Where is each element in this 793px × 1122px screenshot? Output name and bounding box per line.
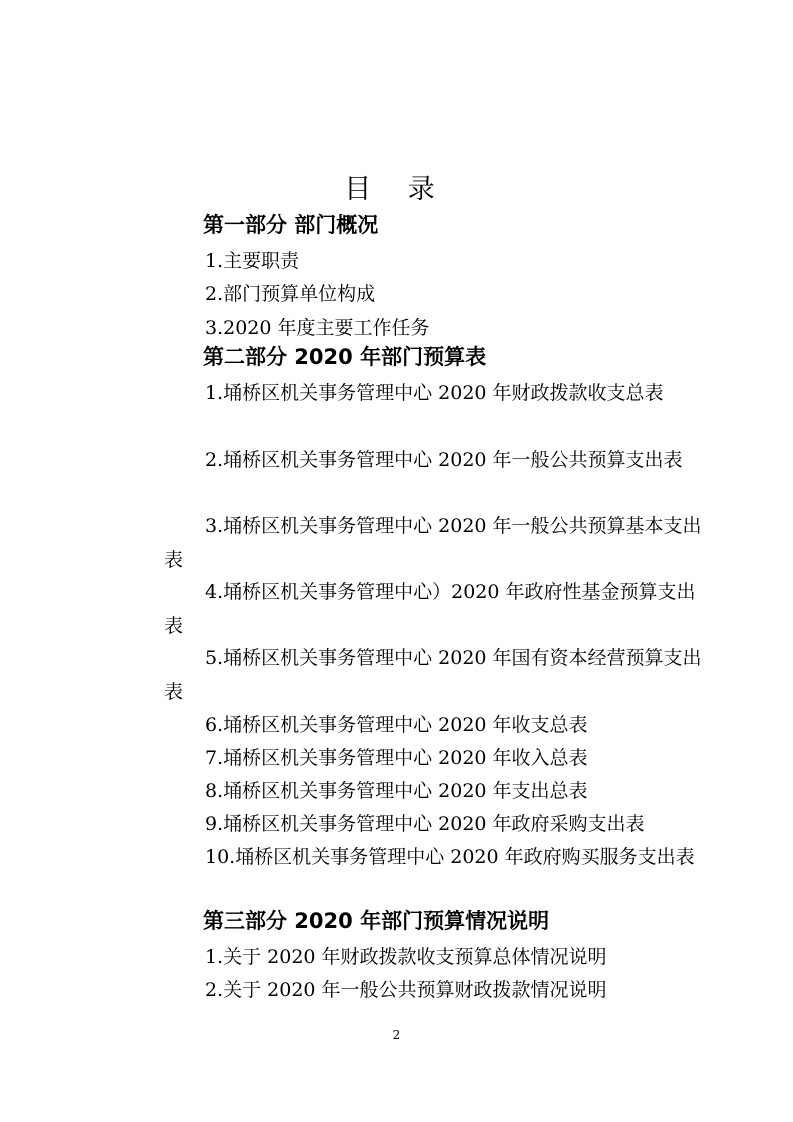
toc-item: 3.埇桥区机关事务管理中心 2020 年一般公共预算基本支出表 bbox=[164, 515, 702, 571]
toc-item: 5.埇桥区机关事务管理中心 2020 年国有资本经营预算支出表 bbox=[164, 647, 702, 703]
toc-item: 2.部门预算单位构成 bbox=[205, 283, 376, 305]
toc-item: 9.埇桥区机关事务管理中心 2020 年政府采购支出表 bbox=[205, 813, 645, 835]
toc-item: 10.埇桥区机关事务管理中心 2020 年政府购买服务支出表 bbox=[205, 846, 695, 868]
toc-item: 6.埇桥区机关事务管理中心 2020 年收支总表 bbox=[205, 714, 588, 736]
toc-item: 2.关于 2020 年一般公共预算财政拨款情况说明 bbox=[205, 979, 607, 1001]
toc-title: 目 录 bbox=[344, 174, 449, 205]
toc-item: 4.埇桥区机关事务管理中心）2020 年政府性基金预算支出表 bbox=[164, 581, 696, 637]
section-heading-part-3: 第三部分 2020 年部门预算情况说明 bbox=[203, 909, 550, 933]
toc-item: 1.关于 2020 年财政拨款收支预算总体情况说明 bbox=[205, 946, 607, 968]
toc-item: 1.主要职责 bbox=[205, 250, 300, 272]
toc-item: 1.埇桥区机关事务管理中心 2020 年财政拨款收支总表 bbox=[205, 382, 664, 404]
section-heading-part-2: 第二部分 2020 年部门预算表 bbox=[203, 345, 487, 369]
toc-item: 3.2020 年度主要工作任务 bbox=[205, 317, 430, 339]
toc-item: 2.埇桥区机关事务管理中心 2020 年一般公共预算支出表 bbox=[205, 449, 683, 471]
section-heading-part-1: 第一部分 部门概况 bbox=[203, 213, 379, 237]
page-number: 2 bbox=[392, 1028, 401, 1042]
toc-item: 7.埇桥区机关事务管理中心 2020 年收入总表 bbox=[205, 747, 588, 769]
toc-item: 8.埇桥区机关事务管理中心 2020 年支出总表 bbox=[205, 780, 588, 802]
